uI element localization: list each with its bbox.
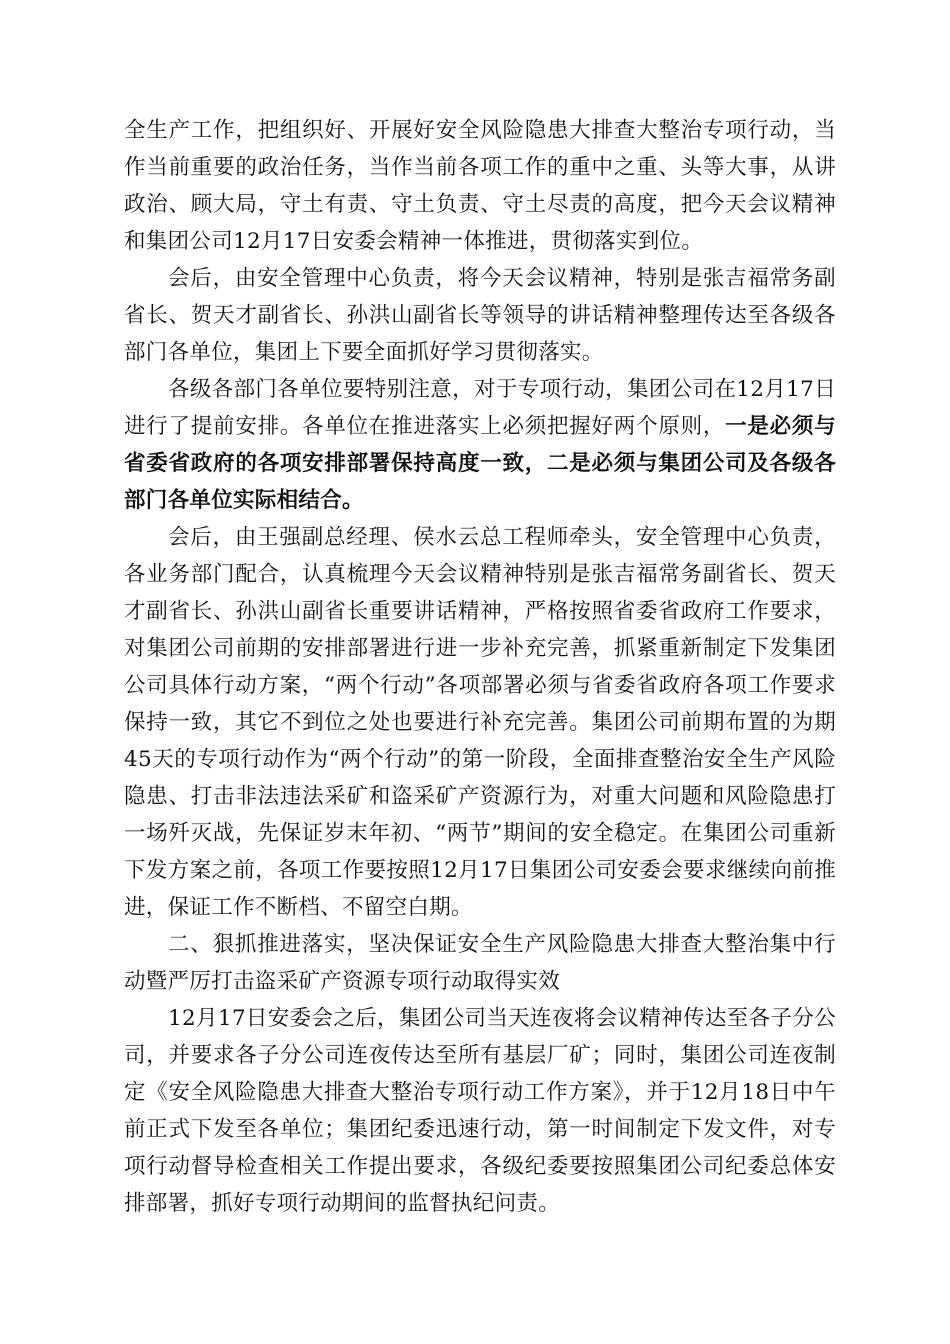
section-heading-2 [124,926,836,1000]
paragraph-4 [124,519,836,926]
paragraph-6 [124,1000,836,1222]
paragraph-1-continuation [124,112,836,260]
paragraph-1-text: 全生产工作，把组织好、开展好安全风险隐患大排查大整治专项行动，当作当前重要的政治任务，当作当前各项工作的重中之重、头等大事，从讲政治、顾大局，守土有责、守土负责、守土尽责的高度，把今天会议精神和集团公司12月17日安委会精神一体推进，贯彻落实到位。 [124,118,836,254]
paragraph-2-text: 会后，由安全管理中心负责，将今天会议精神，特别是张吉福常务副省长、贺天才副省长、孙洪山副省长等领导的讲话精神整理传达至各级各部门各单位，集团上下要全面抓好学习贯彻落实。 [124,266,836,365]
paragraph-3 [124,371,836,519]
paragraph-2 [124,260,836,371]
paragraph-3-text: 各级各部门各单位要特别注意，对于专项行动，集团公司在12月17日进行了提前安排。各单位在推进落实上必须把握好两个原则， [124,377,836,439]
paragraph-4-text: 会后，由王强副总经理、侯水云总工程师牵头，安全管理中心负责，各业务部门配合，认真梳理今天会议精神特别是张吉福常务副省长、贺天才副省长、孙洪山副省长重要讲话精神，严格按照省委省政府工作要求，对集团公司前期的安排部署进行进一步补充完善，抓紧重新制定下发集团公司具体行动方案，“两个行动”各项部署必须与省委省政府各项工作要求保持一致，其它不到位之处也要进行补充完善。集团公司前期布置的为期45天的专项行动作为“两个行动”的第一阶段，全面排查整治安全生产风险隐患、打击非法违法采矿和盗采矿产资源行为，对重大问题和风险隐患打一场歼灭战，先保证岁末年初、“两节”期间的安全稳定。在集团公司重新下发方案之前，各项工作要按照12月17日集团公司安委会要求继续向前推进，保证工作不断档、不留空白期。 [124,525,836,920]
paragraph-6-text: 12月17日安委会之后，集团公司当天连夜将会议精神传达至各子分公司，并要求各子分公司连夜传达至所有基层厂矿；同时，集团公司连夜制定《安全风险隐患大排查大整治专项行动工作方案》，并于12月18日中午前正式下发至各单位；集团纪委迅速行动，第一时间制定下发文件，对专项行动督导检查相关工作提出要求，各级纪委要按照集团公司纪委总体安排部署，抓好专项行动期间的监督执纪问责。 [124,1006,836,1216]
paragraph-3-bold-principles: 一是必须与省委省政府的各项安排部署保持高度一致，二是必须与集团公司及各级各部门各单位实际相结合。 [124,414,836,513]
section-heading-2-text: 二、狠抓推进落实，坚决保证安全生产风险隐患大排查大整治集中行动暨严厉打击盗采矿产资源专项行动取得实效 [124,932,836,994]
document-page [124,112,836,1222]
